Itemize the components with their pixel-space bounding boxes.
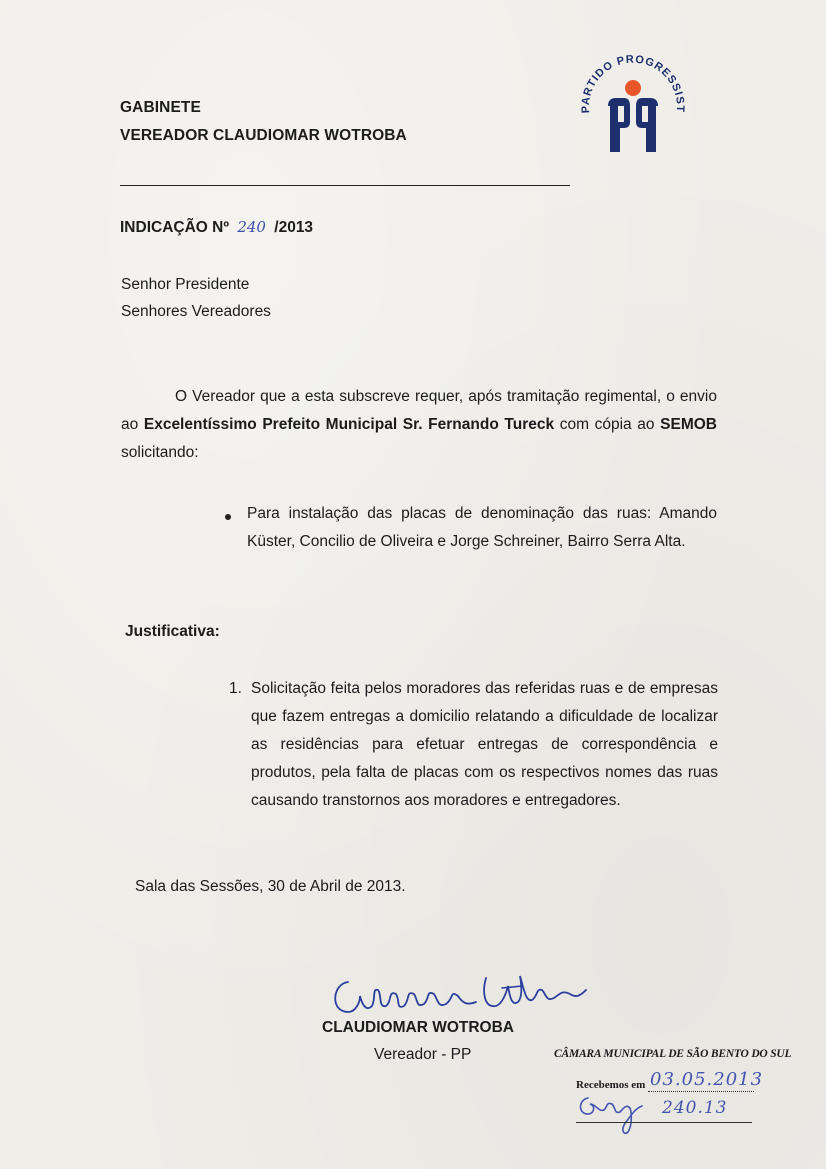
signature-name: CLAUDIOMAR WOTROBA [322,1019,515,1036]
indicacao-number: 240 [237,218,266,236]
place-date: Sala das Sessões, 30 de Abril de 2013. [135,878,406,895]
party-logo [574,46,690,160]
handwritten-signature [326,968,596,1026]
stamp-title: CÂMARA MUNICIPAL DE SÃO BENTO DO SUL [554,1048,792,1060]
indicacao-prefix: INDICAÇÃO Nº [120,219,229,236]
stamp-underline [576,1122,752,1123]
stamp-received-label: Recebemos em [576,1079,646,1091]
intro-mayor: Excelentíssimo Prefeito Municipal Sr. Fernando Tureck [143,416,555,433]
svg-text:PARTIDO PROGRESSISTA: PARTIDO PROGRESSIST [579,53,687,114]
bullet-text: Para instalação das placas de denominação das ruas: Amando Küster, Concilio de Oliveira e Jorge Schreiner, Bairro Serra Alta. [247,505,717,550]
intro-semob: SEMOB [660,416,717,433]
signature-role: Vereador - PP [374,1046,472,1063]
stamp-received-date: 03.05.2013 [650,1069,764,1090]
header-vereador: VEREADOR CLAUDIOMAR WOTROBA [120,127,407,144]
indicacao-line [120,218,313,237]
intro-paragraph [121,383,717,467]
header-divider [120,185,570,186]
stamp-receiver-signature [576,1092,646,1136]
justificativa-item-text: Solicitação feita pelos moradores das referidas ruas e de empresas que fazem entregas a domicilio relatando a dificuldade de localizar as residências para efetuar entregas de correspondência e produtos, pela falta de placas com os respectivos nomes das ruas causando transtornos aos moradores e entregadores. [251,680,718,809]
bullet-dot [225,514,231,520]
salutation-councilors: Senhores Vereadores [121,303,271,320]
justificativa-item-number: 1. [229,680,242,697]
indicacao-suffix: /2013 [274,219,314,236]
header-gabinete: GABINETE [120,99,201,116]
intro-part1: O Vereador que a esta subscreve requer, após tramitação regimental, o envio ao [121,388,717,433]
salutation-president: Senhor Presidente [121,276,250,293]
stamp-protocol-number: 240.13 [662,1098,728,1118]
intro-part3: solicitando: [121,444,199,461]
stamp-signature-row [576,1092,776,1136]
intro-part2: com cópia ao [554,416,661,433]
justificativa-heading: Justificativa: [125,623,220,640]
